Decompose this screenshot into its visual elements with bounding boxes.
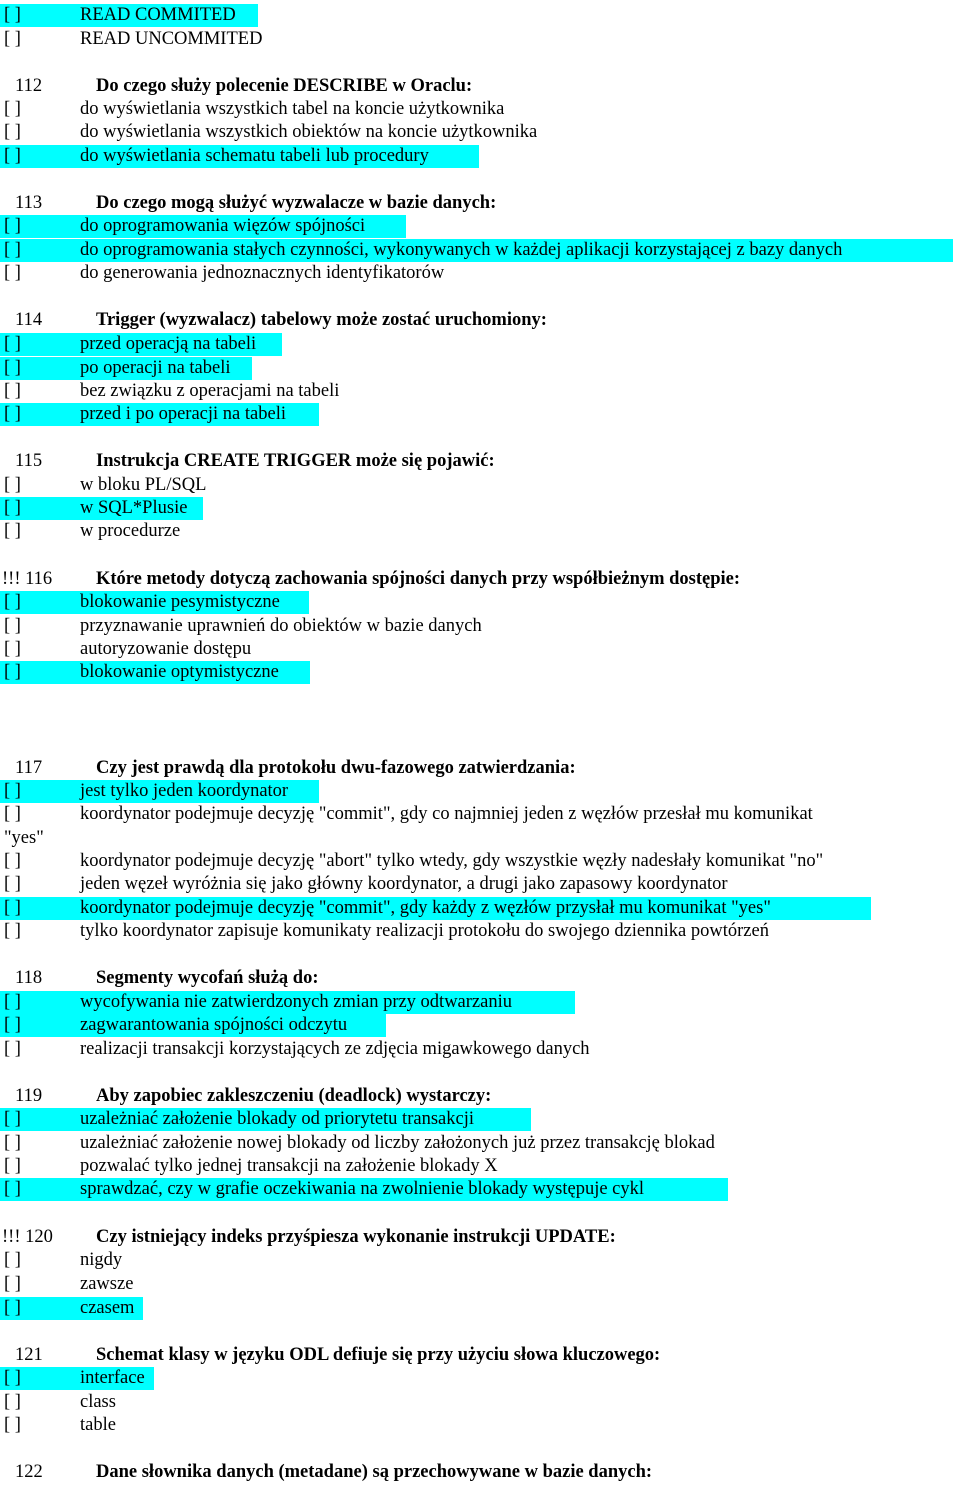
answer-text: uzależniać założenie nowej blokady od liczby założonych już przez transakcję blokad <box>80 1133 715 1153</box>
checkbox-placeholder: [ ] <box>4 874 21 894</box>
question-number: 114 <box>15 310 43 330</box>
checkbox-placeholder: [ ] <box>4 898 21 918</box>
question-number: !!! 116 <box>2 569 53 589</box>
checkbox-placeholder: [ ] <box>4 804 21 824</box>
checkbox-placeholder: [ ] <box>4 1392 21 1412</box>
answer-text: bez związku z operacjami na tabeli <box>80 381 340 401</box>
question-number: 121 <box>15 1345 43 1365</box>
answer-text: do generowania jednoznacznych identyfikatorów <box>80 263 445 283</box>
checkbox-placeholder: [ ] <box>4 1109 21 1129</box>
answer-text: do wyświetlania wszystkich tabel na koncie użytkownika <box>80 99 505 119</box>
answer-text: READ UNCOMMITED <box>80 29 263 49</box>
question-text: Segmenty wycofań służą do: <box>96 968 319 988</box>
answer-text: blokowanie optymistyczne <box>80 662 279 682</box>
answer-text: tylko koordynator zapisuje komunikaty realizacji protokołu do swojego dziennika powtórzeń <box>80 921 769 941</box>
question-text: Instrukcja CREATE TRIGGER może się pojawić: <box>96 451 495 471</box>
checkbox-placeholder: [ ] <box>4 381 21 401</box>
answer-option-highlighted <box>0 780 319 803</box>
checkbox-placeholder: [ ] <box>4 592 21 612</box>
answer-text: READ COMMITED <box>80 5 236 25</box>
answer-text: przed operacją na tabeli <box>80 334 257 354</box>
answer-text: zawsze <box>80 1274 134 1294</box>
checkbox-placeholder: [ ] <box>4 639 21 659</box>
checkbox-placeholder: [ ] <box>4 5 21 25</box>
answer-text: blokowanie pesymistyczne <box>80 592 280 612</box>
question-text: Które metody dotyczą zachowania spójności danych przy współbieżnym dostępie: <box>96 569 741 589</box>
checkbox-placeholder: [ ] <box>4 334 21 354</box>
question-text: Aby zapobiec zakleszczeniu (deadlock) wystarczy: <box>96 1086 492 1106</box>
answer-option-highlighted <box>0 1297 143 1320</box>
answer-text: "yes" <box>4 828 44 848</box>
answer-text: koordynator podejmuje decyzję "commit", gdy każdy z węzłów przysłał mu komunikat "yes" <box>80 898 771 918</box>
answer-option-highlighted <box>0 215 406 238</box>
answer-text: koordynator podejmuje decyzję "abort" tylko wtedy, gdy wszystkie węzły nadesłały komunikat "no" <box>80 851 824 871</box>
question-text: Schemat klasy w języku ODL defiuje się przy użyciu słowa kluczowego: <box>96 1345 661 1365</box>
question-number: 112 <box>15 76 43 96</box>
answer-text: uzależniać założenie blokady od priorytetu transakcji <box>80 1109 474 1129</box>
answer-text: w bloku PL/SQL <box>80 475 207 495</box>
answer-text: wycofywania nie zatwierdzonych zmian przy odtwarzaniu <box>80 992 512 1012</box>
question-text: Do czego służy polecenie DESCRIBE w Oraclu: <box>96 76 473 96</box>
question-text: Dane słownika danych (metadane) są przechowywane w bazie danych: <box>96 1462 653 1482</box>
answer-text: do oprogramowania stałych czynności, wykonywanych w każdej aplikacji korzystającej z bazy danych <box>80 240 843 260</box>
checkbox-placeholder: [ ] <box>4 521 21 541</box>
answer-text: przyznawanie uprawnień do obiektów w bazie danych <box>80 616 482 636</box>
checkbox-placeholder: [ ] <box>4 122 21 142</box>
question-text: Czy istniejący indeks przyśpiesza wykonanie instrukcji UPDATE: <box>96 1227 616 1247</box>
answer-option-highlighted <box>0 897 871 920</box>
answer-text: czasem <box>80 1298 135 1318</box>
checkbox-placeholder: [ ] <box>4 216 21 236</box>
answer-text: jest tylko jeden koordynator <box>80 781 289 801</box>
checkbox-placeholder: [ ] <box>4 240 21 260</box>
question-number: 122 <box>15 1462 43 1482</box>
answer-text: interface <box>80 1368 145 1388</box>
answer-option-highlighted <box>0 333 282 356</box>
answer-option-highlighted <box>0 357 252 380</box>
answer-text: do wyświetlania schematu tabeli lub procedury <box>80 146 429 166</box>
answer-text: koordynator podejmuje decyzję "commit", gdy co najmniej jeden z węzłów przesłał mu komunikat <box>80 804 813 824</box>
answer-text: autoryzowanie dostępu <box>80 639 252 659</box>
question-text: Trigger (wyzwalacz) tabelowy może zostać uruchomiony: <box>96 310 547 330</box>
checkbox-placeholder: [ ] <box>4 1415 21 1435</box>
checkbox-placeholder: [ ] <box>4 29 21 49</box>
checkbox-placeholder: [ ] <box>4 781 21 801</box>
checkbox-placeholder: [ ] <box>4 263 21 283</box>
checkbox-placeholder: [ ] <box>4 99 21 119</box>
answer-text: class <box>80 1392 116 1412</box>
answer-option-highlighted <box>0 1367 154 1390</box>
question-number: 117 <box>15 758 43 778</box>
checkbox-placeholder: [ ] <box>4 1179 21 1199</box>
question-number: 119 <box>15 1086 43 1106</box>
answer-option-highlighted <box>0 1014 386 1037</box>
answer-text: w procedurze <box>80 521 181 541</box>
answer-text: pozwalać tylko jednej transakcji na założenie blokady X <box>80 1156 498 1176</box>
checkbox-placeholder: [ ] <box>4 1298 21 1318</box>
answer-option-highlighted <box>0 991 575 1014</box>
checkbox-placeholder: [ ] <box>4 1039 21 1059</box>
checkbox-placeholder: [ ] <box>4 1250 21 1270</box>
answer-text: zagwarantowania spójności odczytu <box>80 1015 348 1035</box>
question-number: 115 <box>15 451 43 471</box>
answer-option-highlighted <box>0 497 203 520</box>
question-number: !!! 120 <box>2 1227 53 1247</box>
checkbox-placeholder: [ ] <box>4 475 21 495</box>
answer-text: jeden węzeł wyróżnia się jako główny koordynator, a drugi jako zapasowy koordynator <box>80 874 728 894</box>
answer-option-highlighted <box>0 591 309 614</box>
checkbox-placeholder: [ ] <box>4 921 21 941</box>
checkbox-placeholder: [ ] <box>4 851 21 871</box>
answer-text: po operacji na tabeli <box>80 358 231 378</box>
answer-text: w SQL*Plusie <box>80 498 188 518</box>
answer-option-highlighted <box>0 239 953 262</box>
answer-option-highlighted <box>0 403 319 426</box>
question-number: 118 <box>15 968 43 988</box>
checkbox-placeholder: [ ] <box>4 1274 21 1294</box>
checkbox-placeholder: [ ] <box>4 992 21 1012</box>
question-text: Czy jest prawdą dla protokołu dwu-fazowego zatwierdzania: <box>96 758 576 778</box>
checkbox-placeholder: [ ] <box>4 1015 21 1035</box>
checkbox-placeholder: [ ] <box>4 358 21 378</box>
checkbox-placeholder: [ ] <box>4 146 21 166</box>
checkbox-placeholder: [ ] <box>4 1133 21 1153</box>
answer-text: sprawdzać, czy w grafie oczekiwania na zwolnienie blokady występuje cykl <box>80 1179 645 1199</box>
answer-text: realizacji transakcji korzystających ze zdjęcia migawkowego danych <box>80 1039 590 1059</box>
checkbox-placeholder: [ ] <box>4 404 21 424</box>
answer-text: do oprogramowania więzów spójności <box>80 216 366 236</box>
answer-option-highlighted <box>0 1108 531 1131</box>
answer-option-highlighted <box>0 661 310 684</box>
checkbox-placeholder: [ ] <box>4 662 21 682</box>
checkbox-placeholder: [ ] <box>4 1368 21 1388</box>
answer-option-highlighted <box>0 145 479 168</box>
answer-text: nigdy <box>80 1250 123 1270</box>
answer-option-highlighted <box>0 4 258 27</box>
answer-option-highlighted <box>0 1178 728 1201</box>
checkbox-placeholder: [ ] <box>4 498 21 518</box>
answer-text: table <box>80 1415 116 1435</box>
question-text: Do czego mogą służyć wyzwalacze w bazie danych: <box>96 193 497 213</box>
checkbox-placeholder: [ ] <box>4 1156 21 1176</box>
answer-text: do wyświetlania wszystkich obiektów na koncie użytkownika <box>80 122 538 142</box>
checkbox-placeholder: [ ] <box>4 616 21 636</box>
answer-text: przed i po operacji na tabeli <box>80 404 286 424</box>
question-number: 113 <box>15 193 43 213</box>
